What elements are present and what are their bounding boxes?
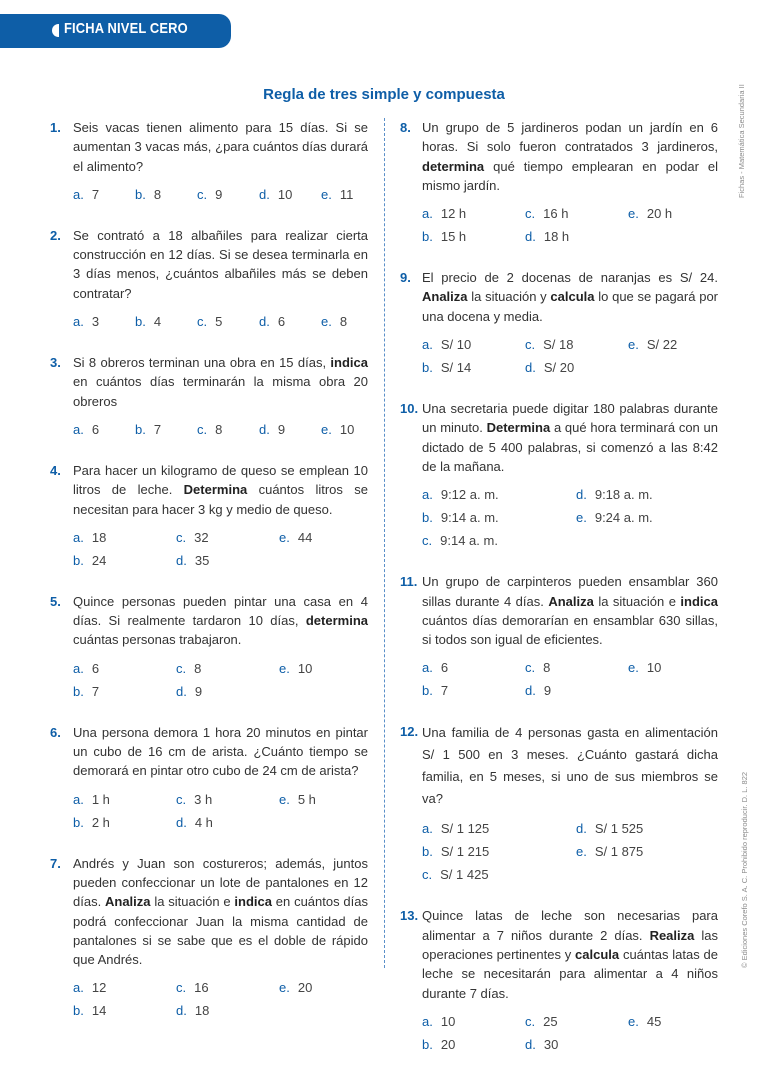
question-text: Un grupo de 5 jardineros podan un jardín en 6 horas. Si solo fueron contratados 3 jardineros, determina qué tiempo emplearan en podar el mismo jardín. [422,120,718,193]
option-d: d. S/ 1 525 [576,821,644,837]
option-e: e. 45 [628,1013,662,1029]
answer-options [73,526,368,572]
option-e: e. 9:24 a. m. [576,510,653,526]
answer-options [73,418,368,441]
question-11 [400,572,718,702]
keyword: determina [422,158,485,174]
sidebar-series-text: Fichas - Matemática Secundaria II [737,84,746,198]
question-number: 6. [50,724,61,740]
banner-label: FICHA NIVEL CERO [64,20,188,37]
option-c: c. 5 [197,314,223,330]
option-c: c. S/ 1 425 [422,867,489,883]
question-text: Una secretaria puede digitar 180 palabras durante un minuto. Determina a qué hora terminará con un dictado de 5 400 palabras, si comenzó a las 8:42 de la mañana. [422,401,718,474]
question-number: 4. [50,462,61,478]
option-c: c. 9:14 a. m. [422,533,498,549]
option-b: b. 2 h [73,814,110,830]
keyword: Analiza [548,593,594,609]
question-number: 3. [50,355,61,371]
option-e: e. 5 h [279,791,316,807]
option-b: b. 7 [73,683,100,699]
option-e: e. S/ 1 875 [576,844,644,860]
question-number: 7. [50,855,61,871]
question-12 [400,722,718,886]
option-d: d. 35 [176,552,210,568]
question-6 [50,723,368,834]
question-number: 10. [400,401,419,417]
answer-options [73,310,368,333]
option-a: a. 1 h [73,791,110,807]
question-3 [50,353,368,441]
question-text: Seis vacas tienen alimento para 15 días. Si se aumentan 3 vacas más, ¿para cuántos días durará el alimento? [73,120,368,174]
option-d: d. 9 [259,421,286,437]
option-a: a. 10 [422,1013,456,1029]
answer-options [73,183,368,206]
option-d: d. 18 [176,1003,210,1019]
option-c: c. 32 [176,529,209,545]
answer-options [422,656,718,702]
option-b: b. 15 h [422,229,467,245]
question-number: 12. [400,724,419,740]
question-text: Andrés y Juan son costureros; además, juntos pueden confeccionar un lote de pantalones en 12 días. Analiza la situación e indica en cuántos días podrá confeccionar Juan la misma cantidad de pantalones si se sabe que es el doble de rápido que Andrés. [73,855,368,968]
keyword: Determina [486,420,551,436]
question-text: Una persona demora 1 hora 20 minutos en pintar un cubo de 16 cm de arista. ¿Cuánto tiempo se demorará en pintar otro cubo de 24 cm de arista? [73,724,368,779]
option-b: b. 20 [422,1036,456,1052]
option-c: c. S/ 18 [525,337,574,353]
keyword: indica [234,894,272,910]
keyword: calcula [550,289,595,305]
question-number: 1. [50,120,61,135]
option-a: a. 7 [73,186,100,202]
option-b: b. 14 [73,1003,107,1019]
answer-options [422,202,718,248]
question-text: Para hacer un kilogramo de queso se emplean 10 litros de leche. Determina cuántos litros se necesitan para hacer 3 kg y medio de queso. [73,462,368,517]
option-d: d. 30 [525,1036,559,1052]
option-b: b. 9:14 a. m. [422,510,499,526]
option-d: d. S/ 20 [525,360,575,376]
question-8 [400,118,718,248]
question-text: Se contrató a 18 albañiles para realizar cierta construcción en 12 días. Si se desea terminarla en 3 días menos, ¿cuántos albañiles más se deben contratar? [73,227,368,301]
question-text: Si 8 obreros terminan una obra en 15 días, indica en cuántos días terminarán la misma obra 20 obreros [73,355,368,409]
option-b: b. 4 [135,314,162,330]
option-b: b. S/ 14 [422,360,472,376]
keyword: indica [330,355,368,371]
option-d: d. 9 [525,683,552,699]
option-e: e. 20 [279,980,313,996]
question-text: Quince personas pueden pintar una casa en 4 días. Si realmente tardaron 10 días, determina cuántas personas trabajaron. [73,593,368,648]
question-number: 5. [50,593,61,609]
right-column [400,118,718,1076]
option-a: a. S/ 1 125 [422,821,490,837]
option-c: c. 8 [176,660,202,676]
section-banner [0,14,231,48]
option-b: b. 24 [73,552,107,568]
option-e: e. 11 [321,186,354,202]
option-c: c. 16 [176,980,209,996]
option-a: a. 6 [422,660,449,676]
option-e: e. 20 h [628,206,673,222]
question-text: Quince latas de leche son necesarias para alimentar a 7 niños durante 2 días. Realiza las operaciones pertinentes y calcula cuántas latas de leche se necesitarán para alimentar a 4 niños durante 7 días. [422,908,718,1001]
option-b: b. 7 [135,421,162,437]
option-e: e. 10 [279,660,313,676]
option-a: a. 6 [73,421,100,437]
question-number: 9. [400,270,411,286]
question-text: Un grupo de carpinteros pueden ensamblar 360 sillas durante 4 días. Analiza la situación e indica cuántos días demorarían en ensamblar 630 sillas, si todos son igual de eficientes. [422,574,718,648]
option-c: c. 9 [197,186,223,202]
copyright-text: © Ediciones Corefo S. A. C. Prohibido reproducir. D. L. 822 [740,771,749,968]
option-a: a. 6 [73,660,100,676]
option-d: d. 18 h [525,229,570,245]
half-circle-icon [52,24,59,37]
keyword: determina [305,613,368,629]
option-d: d. 6 [259,314,286,330]
question-text: Una familia de 4 personas gasta en alimentación S/ 1 500 en 3 meses. ¿Cuánto gastará dicha familia, en 5 meses, si uno de sus miembros se va? [422,725,718,807]
option-c: c. 16 h [525,206,569,222]
keyword: Analiza [105,894,151,910]
option-a: a. 18 [73,529,107,545]
question-5 [50,592,368,703]
question-4 [50,461,368,572]
option-e: e. S/ 22 [628,337,678,353]
option-b: b. 8 [135,186,162,202]
question-number: 11. [400,574,418,590]
option-e: e. 44 [279,529,313,545]
option-d: d. 9:18 a. m. [576,487,653,503]
question-13 [400,906,718,1055]
answer-options [73,657,368,703]
question-9 [400,268,718,379]
option-a: a. S/ 10 [422,337,472,353]
answer-options [422,333,718,379]
question-1 [50,118,368,206]
option-c: c. 8 [525,660,551,676]
answer-options [73,788,368,834]
keyword: calcula [575,947,620,963]
column-divider [384,118,385,968]
option-c: c. 3 h [176,791,213,807]
keyword: Determina [183,482,248,498]
keyword: Realiza [649,927,695,943]
option-d: d. 10 [259,186,293,202]
option-c: c. 8 [197,421,223,437]
option-d: d. 4 h [176,814,213,830]
option-e: e. 8 [321,314,348,330]
option-a: a. 12 h [422,206,467,222]
answer-options [422,817,718,886]
question-number: 8. [400,120,411,135]
option-d: d. 9 [176,683,203,699]
option-e: e. 10 [628,660,662,676]
answer-options [422,483,718,552]
answer-options [422,1010,718,1056]
question-2 [50,226,368,333]
option-a: a. 3 [73,314,100,330]
option-b: b. 7 [422,683,449,699]
page-title: Regla de tres simple y compuesta [263,86,505,103]
option-a: a. 12 [73,980,107,996]
answer-options [73,976,368,1022]
option-b: b. S/ 1 215 [422,844,490,860]
question-number: 2. [50,227,61,243]
option-e: e. 10 [321,421,355,437]
question-10 [400,399,718,552]
keyword: Analiza [422,289,468,305]
question-text: El precio de 2 docenas de naranjas es S/ 24. Analiza la situación y calcula lo que se pagará por una docena y media. [422,270,718,324]
left-column [50,118,368,1042]
keyword: indica [680,593,718,609]
question-number: 13. [400,908,419,924]
question-7 [50,854,368,1023]
option-c: c. 25 [525,1013,558,1029]
option-a: a. 9:12 a. m. [422,487,499,503]
